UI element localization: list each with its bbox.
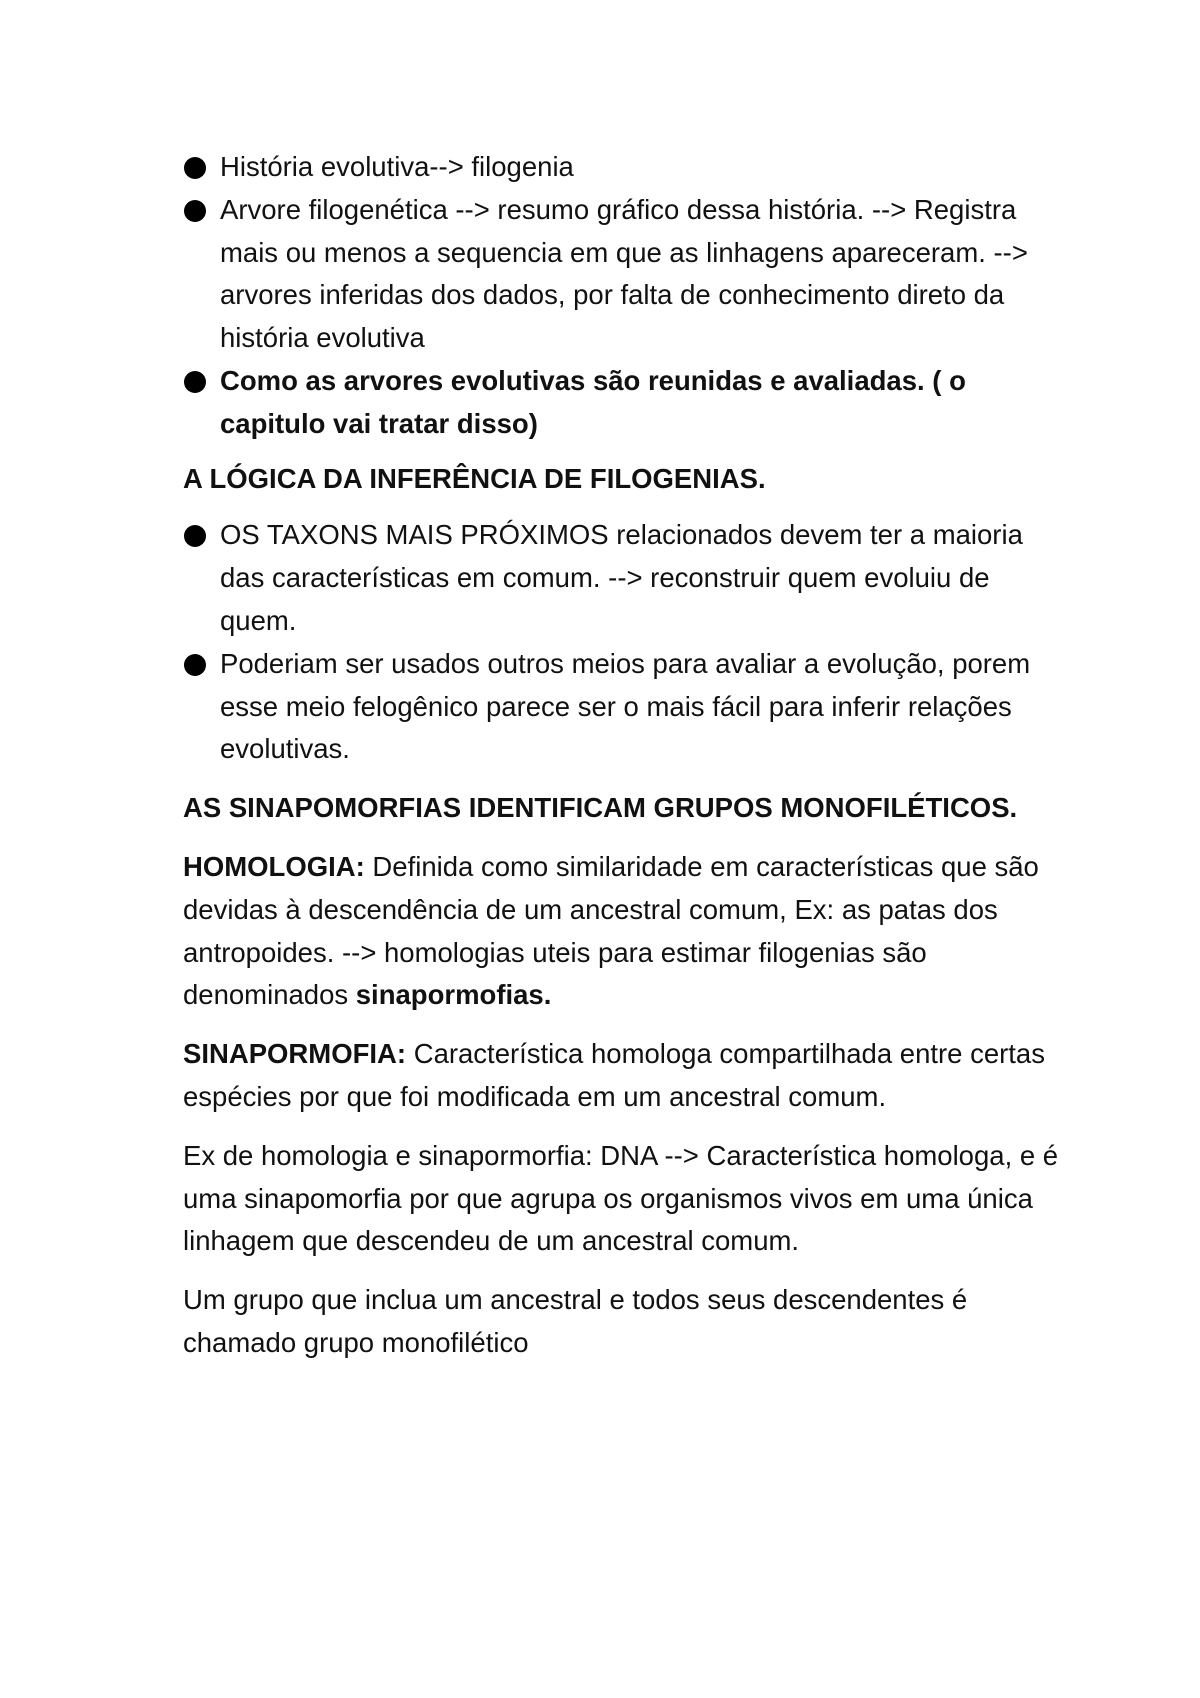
list-item [183,360,1063,446]
document-page [183,146,1063,1365]
bullet-icon [184,371,206,393]
sinapormofia-paragraph [183,1033,1063,1119]
homologia-definition: Definida como similaridade em características que são devidas à descendência de um ancestral comum, Ex: as patas dos antropoides. --> homologias uteis para estimar filogenias são denominados [183,850,1039,1011]
list-item [183,189,1063,360]
homologia-emphasis: sinapormofias. [355,979,552,1011]
section-heading-logica: A LÓGICA DA INFERÊNCIA DE FILOGENIAS. [183,462,766,494]
list-item [183,146,1063,189]
section-heading-sinapomorfias: AS SINAPOMORFIAS IDENTIFICAM GRUPOS MONOFILÉTICOS. [183,792,1018,824]
bullet-text: História evolutiva--> filogenia [220,151,574,182]
bullet-text: Como as arvores evolutivas são reunidas e avaliadas. ( o capitulo vai tratar disso) [220,364,966,439]
bullet-text: Poderiam ser usados outros meios para avaliar a evolução, porem esse meio felogênico parece ser o mais fácil para inferir relações evolutivas. [220,647,1031,765]
bullet-text: OS TAXONS MAIS PRÓXIMOS relacionados devem ter a maioria das características em comum. --> reconstruir quem evoluiu de quem. [220,519,1023,636]
list-item [183,514,1063,642]
bullet-text: Arvore filogenética --> resumo gráfico dessa história. --> Registra mais ou menos a sequencia em que as linhagens apareceram. --> arvores inferidas dos dados, por falta de conhecimento direto da história evolutiva [220,193,1028,354]
bullet-list-intro [183,146,1063,446]
homologia-paragraph [183,846,1063,1017]
monofiletico-paragraph: Um grupo que inclua um ancestral e todos seus descendentes é chamado grupo monofilético [183,1284,968,1358]
example-paragraph: Ex de homologia e sinapormorfia: DNA --> Característica homologa, e é uma sinapomorfia por que agrupa os organismos vivos em uma única linhagem que descendeu de um ancestral comum. [183,1139,1059,1257]
bullet-icon [184,525,206,547]
list-item [183,643,1063,771]
bullet-list-taxons [183,514,1063,771]
bullet-icon [184,157,206,179]
homologia-term: HOMOLOGIA: [183,850,365,882]
bullet-icon [184,654,206,676]
sinapormofia-term: SINAPORMOFIA: [183,1038,407,1070]
sinapormofia-definition: Característica homologa compartilhada entre certas espécies por que foi modificada em um ancestral comum. [183,1038,1045,1112]
bullet-icon [184,200,206,222]
